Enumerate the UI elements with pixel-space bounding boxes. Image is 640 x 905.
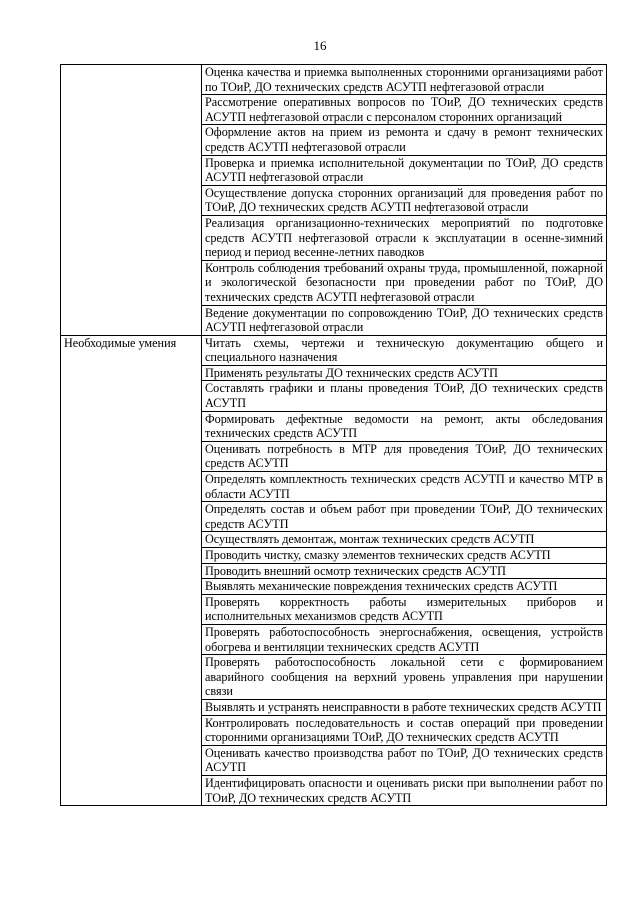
table-cell-text: Осуществление допуска сторонних организаций для проведения работ по ТОиР, ДО технических средств АСУТП нефтегазовой отрасли: [202, 185, 607, 215]
table-cell-text: Определять состав и объем работ при проведении ТОиР, ДО технических средств АСУТП: [202, 502, 607, 532]
table-cell-text: Ведение документации по сопровождению ТОиР, ДО технических средств АСУТП нефтегазовой отрасли: [202, 305, 607, 335]
table-cell-text: Составлять графики и планы проведения ТОиР, ДО технических средств АСУТП: [202, 381, 607, 411]
table-cell-text: Проверять работоспособность локальной сети с формированием аварийного сообщения на верхний уровень управления при нарушении связи: [202, 655, 607, 700]
table-cell-text: Идентифицировать опасности и оценивать риски при выполнении работ по ТОиР, ДО технических средств АСУТП: [202, 775, 607, 805]
table-cell-text: Рассмотрение оперативных вопросов по ТОиР, ДО технических средств АСУТП нефтегазовой отрасли с персоналом сторонних организаций: [202, 95, 607, 125]
table-cell-text: Выявлять и устранять неисправности в работе технических средств АСУТП: [202, 699, 607, 715]
table-row: [61, 65, 607, 95]
table-cell-text: Проверять работоспособность энергоснабжения, освещения, устройств обогрева и вентиляции технических средств АСУТП: [202, 624, 607, 654]
table-cell-text: Проводить внешний осмотр технических средств АСУТП: [202, 563, 607, 579]
table-cell-text: Проводить чистку, смазку элементов технических средств АСУТП: [202, 548, 607, 564]
table-row: [61, 335, 607, 365]
table-cell-text: Читать схемы, чертежи и техническую документацию общего и специального назначения: [202, 335, 607, 365]
page-number: 16: [313, 38, 327, 53]
table-cell-text: Определять комплектность технических средств АСУТП и качество МТР в области АСУТП: [202, 472, 607, 502]
table-cell-text: Проверять корректность работы измерительных приборов и исполнительных механизмов средств АСУТП: [202, 594, 607, 624]
table-cell-text: Контроль соблюдения требований охраны труда, промышленной, пожарной и экологической безопасности при проведении работ по ТОиР, ДО технических средств АСУТП нефтегазовой отрасли: [202, 260, 607, 305]
table-cell-text: Применять результаты ДО технических средств АСУТП: [202, 365, 607, 381]
table-cell-text: Выявлять механические повреждения технических средств АСУТП: [202, 579, 607, 595]
table-cell-text: Проверка и приемка исполнительной документации по ТОиР, ДО средств АСУТП нефтегазовой отрасли: [202, 155, 607, 185]
requirements-table: [60, 64, 607, 806]
table-cell-text: Оформление актов на прием из ремонта и сдачу в ремонт технических средств АСУТП нефтегазовой отрасли: [202, 125, 607, 155]
table-cell-text: Осуществлять демонтаж, монтаж технических средств АСУТП: [202, 532, 607, 548]
table-cell-text: Контролировать последовательность и состав операций при проведении сторонними организациями ТОиР, ДО технических средств АСУТП: [202, 715, 607, 745]
section-label: [61, 65, 202, 336]
table-cell-text: Оценивать качество производства работ по ТОиР, ДО технических средств АСУТП: [202, 745, 607, 775]
section-label: Необходимые умения: [61, 335, 202, 805]
table-cell-text: Оценивать потребность в МТР для проведения ТОиР, ДО технических средств АСУТП: [202, 441, 607, 471]
table-cell-text: Оценка качества и приемка выполненных сторонними организациями работ по ТОиР, ДО технических средств АСУТП нефтегазовой отрасли: [202, 65, 607, 95]
table-body: [61, 65, 607, 806]
table-cell-text: Реализация организационно-технических мероприятий по подготовке средств АСУТП нефтегазовой отрасли к эксплуатации в осенне-зимний период и период весенне-летних паводков: [202, 215, 607, 260]
table-cell-text: Формировать дефектные ведомости на ремонт, акты обследования технических средств АСУТП: [202, 411, 607, 441]
